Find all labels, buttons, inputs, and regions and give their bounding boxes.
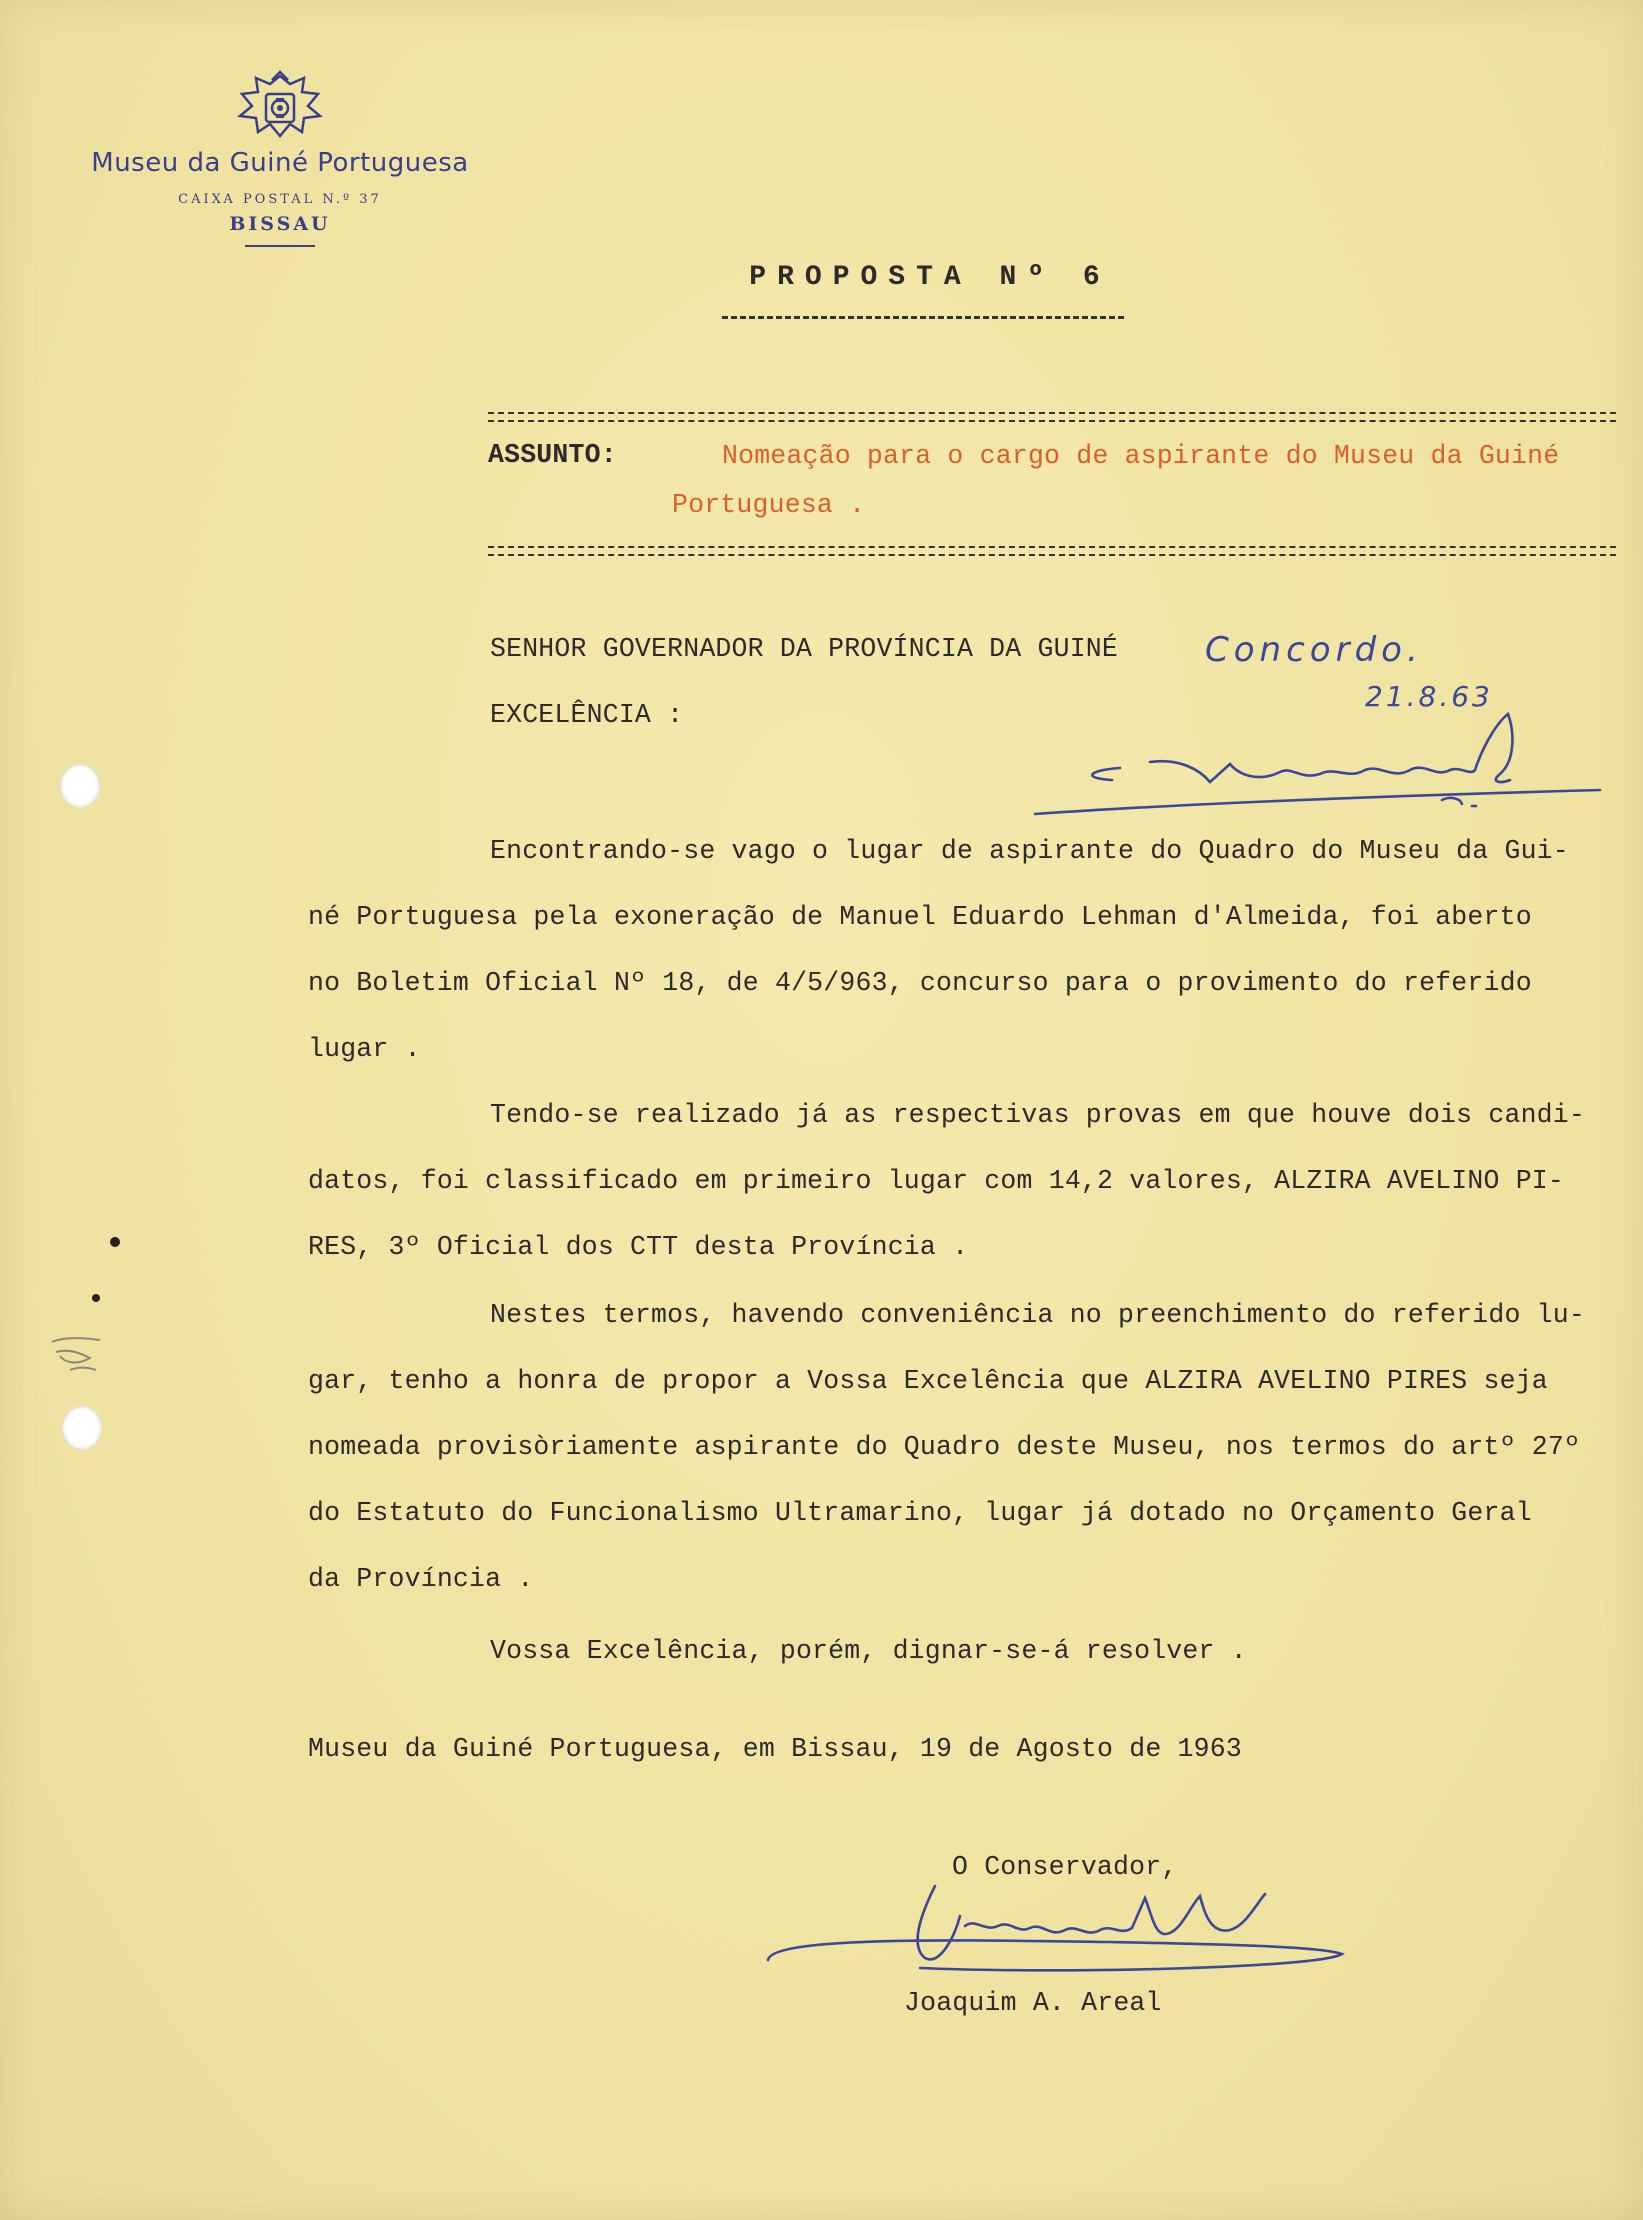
handwritten-approval: Concordo. xyxy=(1205,630,1423,670)
body-line-1: Encontrando-se vago o lugar de aspirante do Quadro do Museu da Gui- xyxy=(490,836,1569,866)
body-line-2: né Portuguesa pela exoneração de Manuel Eduardo Lehman d'Almeida, foi aberto xyxy=(308,902,1532,932)
handwritten-approval-date: 21.8.63 xyxy=(1365,680,1493,713)
letterhead-po-box: CAIXA POSTAL N.º 37 xyxy=(178,192,382,207)
body-line-13: Vossa Excelência, porém, dignar-se-á resolver . xyxy=(490,1636,1247,1666)
body-line-3: no Boletim Oficial Nº 18, de 4/5/963, concurso para o provimento do referido xyxy=(308,968,1532,998)
ink-spot xyxy=(110,1237,120,1247)
punch-hole-bottom xyxy=(62,1406,102,1450)
body-line-12: da Província . xyxy=(308,1564,534,1594)
subject-text-line-1: Nomeação para o cargo de aspirante do Museu da Guiné xyxy=(722,441,1560,471)
letterhead xyxy=(60,70,500,247)
ink-spot xyxy=(92,1294,100,1302)
subject-top-rule xyxy=(488,412,1616,422)
body-line-4: lugar . xyxy=(308,1034,421,1064)
signatory-role: O Conservador, xyxy=(952,1852,1178,1882)
salutation: EXCELÊNCIA : xyxy=(490,700,684,730)
pencil-mark-icon xyxy=(46,1330,110,1376)
body-line-5: Tendo-se realizado já as respectivas provas em que houve dois candi- xyxy=(490,1100,1585,1130)
governor-signature-icon xyxy=(1030,700,1610,830)
body-line-7: RES, 3º Oficial dos CTT desta Província . xyxy=(308,1232,969,1262)
punch-hole-top xyxy=(60,764,100,808)
body-line-8: Nestes termos, havendo conveniência no preenchimento do referido lu- xyxy=(490,1300,1585,1330)
letterhead-name: Museu da Guiné Portuguesa xyxy=(91,148,469,178)
letterhead-rule xyxy=(245,245,315,247)
body-line-9: gar, tenho a honra de propor a Vossa Excelência que ALZIRA AVELINO PIRES seja xyxy=(308,1366,1548,1396)
document-title: PROPOSTA Nº 6 xyxy=(749,262,1111,293)
addressee: SENHOR GOVERNADOR DA PROVÍNCIA DA GUINÉ xyxy=(490,634,1119,664)
place-and-date: Museu da Guiné Portuguesa, em Bissau, 19 de Agosto de 1963 xyxy=(308,1734,1242,1764)
coat-of-arms-icon xyxy=(232,70,328,142)
conservador-signature-icon xyxy=(760,1876,1350,1986)
subject-bottom-rule xyxy=(488,546,1616,556)
signatory-name: Joaquim A. Areal xyxy=(904,1988,1162,2018)
body-line-6: datos, foi classificado em primeiro lugar com 14,2 valores, ALZIRA AVELINO PI- xyxy=(308,1166,1565,1196)
body-line-10: nomeada provisòriamente aspirante do Quadro deste Museu, nos termos do artº 27º xyxy=(308,1432,1581,1462)
subject-text-line-2: Portuguesa . xyxy=(672,490,866,520)
body-line-11: do Estatuto do Funcionalismo Ultramarino, lugar já dotado no Orçamento Geral xyxy=(308,1498,1532,1528)
title-underline xyxy=(722,316,1124,319)
letterhead-city: BISSAU xyxy=(229,213,331,235)
subject-label: ASSUNTO: xyxy=(488,440,617,470)
